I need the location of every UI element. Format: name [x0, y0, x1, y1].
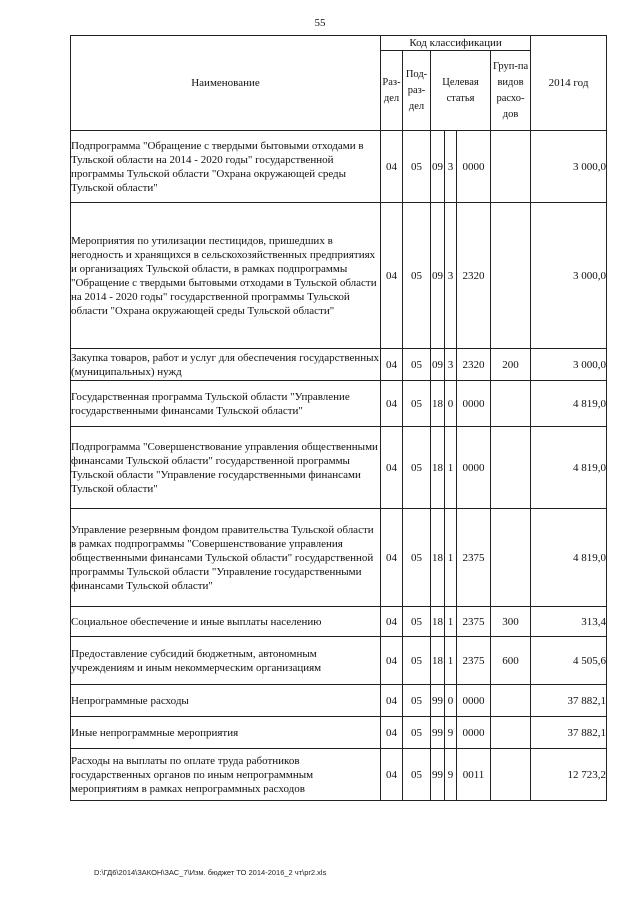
row-name: Подпрограмма "Обращение с твердыми бытовыми отходами в Тульской области на 2014 - 2020 годы" государственной программы Тульской области "Охрана окружающей среды Тульской области" [71, 131, 381, 203]
table-row [71, 749, 607, 801]
row-amount: 3 000,0 [531, 203, 607, 349]
row-item: 0000 [457, 381, 491, 427]
row-group [491, 203, 531, 349]
row-group: 300 [491, 607, 531, 637]
row-program: 09 [431, 203, 445, 349]
row-razdel: 04 [381, 349, 403, 381]
row-amount: 12 723,2 [531, 749, 607, 801]
row-subprogram: 1 [445, 427, 457, 509]
row-name: Непрограммные расходы [71, 685, 381, 717]
row-subprogram: 3 [445, 349, 457, 381]
row-razdel: 04 [381, 717, 403, 749]
row-subprogram: 3 [445, 203, 457, 349]
header-razdel: Раз-дел [381, 51, 403, 131]
row-amount: 37 882,1 [531, 717, 607, 749]
row-name: Мероприятия по утилизации пестицидов, пришедших в негодность и хранящихся в сельскохозяйственных предприятиях и организациях Тульской области, в рамках подпрограммы "Обращение с твердыми бытовыми отходами в Тульской области на 2014 - 2020 годы" государственной программы Тульской области "Охрана окружающей среды Тульской области" [71, 203, 381, 349]
row-razdel: 04 [381, 131, 403, 203]
row-program: 18 [431, 607, 445, 637]
row-item: 2375 [457, 607, 491, 637]
row-program: 99 [431, 749, 445, 801]
row-amount: 4 819,0 [531, 509, 607, 607]
row-item: 2375 [457, 509, 491, 607]
page-number: 55 [314, 17, 326, 29]
row-podrazdel: 05 [403, 427, 431, 509]
header-podrazdel: Под-раз-дел [403, 51, 431, 131]
row-group [491, 427, 531, 509]
row-subprogram: 1 [445, 637, 457, 685]
row-program: 99 [431, 717, 445, 749]
row-razdel: 04 [381, 381, 403, 427]
row-podrazdel: 05 [403, 717, 431, 749]
row-name: Подпрограмма "Совершенствование управления общественными финансами Тульской области" государственной программы Тульской области "Управление государственными финансами Тульской области" [71, 427, 381, 509]
table-row [71, 203, 607, 349]
row-item: 2320 [457, 349, 491, 381]
row-program: 99 [431, 685, 445, 717]
row-podrazdel: 05 [403, 607, 431, 637]
row-amount: 4 505,6 [531, 637, 607, 685]
row-razdel: 04 [381, 607, 403, 637]
row-name: Государственная программа Тульской области "Управление государственными финансами Тульской области" [71, 381, 381, 427]
table-row [71, 637, 607, 685]
row-item: 0000 [457, 717, 491, 749]
row-subprogram: 0 [445, 381, 457, 427]
row-group [491, 509, 531, 607]
row-razdel: 04 [381, 509, 403, 607]
row-group [491, 685, 531, 717]
row-program: 18 [431, 427, 445, 509]
row-program: 18 [431, 637, 445, 685]
row-name: Закупка товаров, работ и услуг для обеспечения государственных (муниципальных) нужд [71, 349, 381, 381]
row-item: 2320 [457, 203, 491, 349]
row-item: 2375 [457, 637, 491, 685]
row-podrazdel: 05 [403, 349, 431, 381]
table-row [71, 717, 607, 749]
row-name: Управление резервным фондом правительства Тульской области в рамках подпрограммы "Совершенствование управления общественными финансами Тульской области" государственной программы Тульской области "Управление государственными финансами Тульской области" [71, 509, 381, 607]
row-program: 09 [431, 131, 445, 203]
row-program: 18 [431, 381, 445, 427]
header-code: Код классификации [381, 36, 531, 51]
table-row [71, 131, 607, 203]
row-razdel: 04 [381, 637, 403, 685]
row-podrazdel: 05 [403, 685, 431, 717]
row-item: 0000 [457, 427, 491, 509]
row-group [491, 381, 531, 427]
table-row [71, 685, 607, 717]
row-amount: 3 000,0 [531, 349, 607, 381]
row-subprogram: 9 [445, 717, 457, 749]
row-name: Предоставление субсидий бюджетным, автономным учреждениям и иным некоммерческим организациям [71, 637, 381, 685]
row-razdel: 04 [381, 203, 403, 349]
header-name: Наименование [71, 36, 381, 131]
row-subprogram: 3 [445, 131, 457, 203]
header-group: Груп-па видов расхо-дов [491, 51, 531, 131]
row-podrazdel: 05 [403, 381, 431, 427]
row-razdel: 04 [381, 749, 403, 801]
row-podrazdel: 05 [403, 749, 431, 801]
row-amount: 4 819,0 [531, 381, 607, 427]
table-row [71, 509, 607, 607]
footer-file-path: D:\ГД6\2014\ЗАКОН\ЗАС_7\Изм. бюджет ТО 2014-2016_2 чт\pr2.xls [94, 868, 327, 877]
row-group: 200 [491, 349, 531, 381]
header-year: 2014 год [531, 36, 607, 131]
row-podrazdel: 05 [403, 509, 431, 607]
row-podrazdel: 05 [403, 637, 431, 685]
row-group [491, 749, 531, 801]
table-row [71, 381, 607, 427]
row-group: 600 [491, 637, 531, 685]
row-razdel: 04 [381, 685, 403, 717]
row-name: Социальное обеспечение и иные выплаты населению [71, 607, 381, 637]
row-item: 0011 [457, 749, 491, 801]
budget-table [70, 35, 607, 801]
row-razdel: 04 [381, 427, 403, 509]
row-podrazdel: 05 [403, 203, 431, 349]
row-item: 0000 [457, 685, 491, 717]
row-amount: 313,4 [531, 607, 607, 637]
row-amount: 37 882,1 [531, 685, 607, 717]
row-amount: 3 000,0 [531, 131, 607, 203]
row-name: Расходы на выплаты по оплате труда работников государственных органов по иным непрограммным мероприятиям в рамках непрограммных расходов [71, 749, 381, 801]
row-podrazdel: 05 [403, 131, 431, 203]
header-target: Целевая статья [431, 51, 491, 131]
row-subprogram: 0 [445, 685, 457, 717]
row-group [491, 131, 531, 203]
table-row [71, 607, 607, 637]
row-amount: 4 819,0 [531, 427, 607, 509]
row-subprogram: 1 [445, 607, 457, 637]
row-name: Иные непрограммные мероприятия [71, 717, 381, 749]
row-program: 18 [431, 509, 445, 607]
table-row [71, 427, 607, 509]
row-subprogram: 1 [445, 509, 457, 607]
row-program: 09 [431, 349, 445, 381]
row-subprogram: 9 [445, 749, 457, 801]
row-item: 0000 [457, 131, 491, 203]
row-group [491, 717, 531, 749]
table-row [71, 349, 607, 381]
